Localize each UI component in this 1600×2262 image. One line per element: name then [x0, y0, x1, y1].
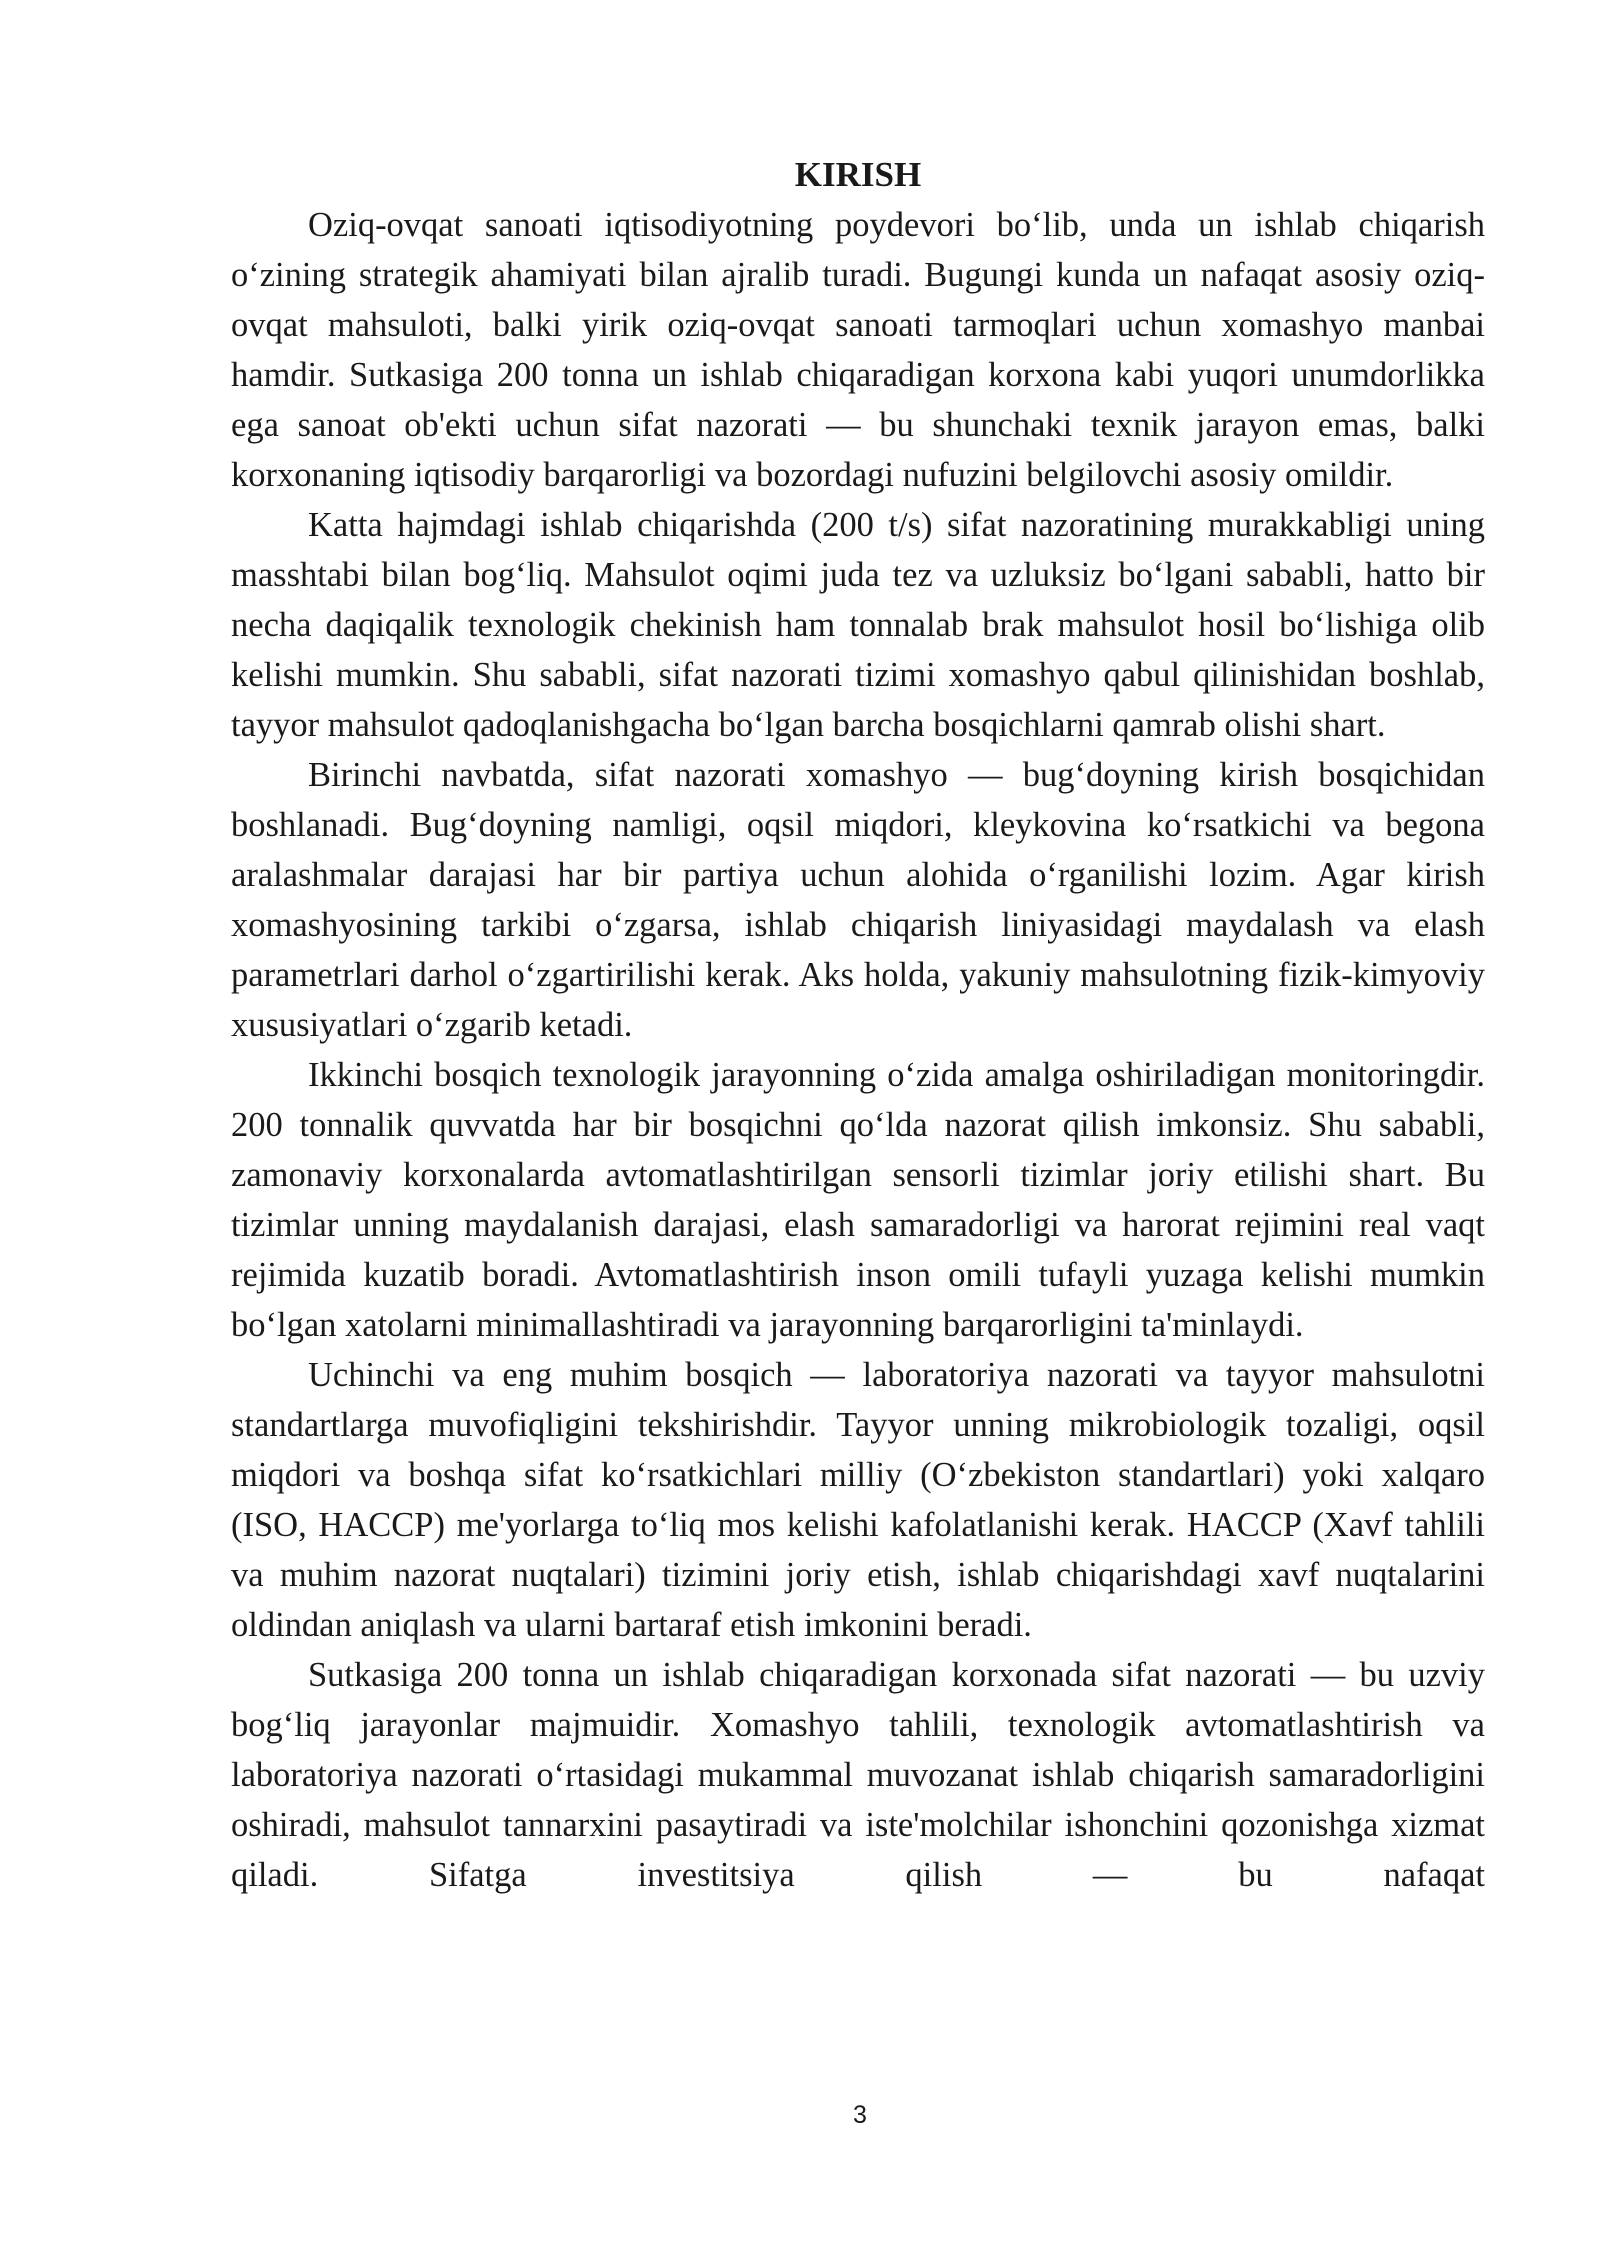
paragraph-1: Oziq-ovqat sanoati iqtisodiyotning poydevori bo‘lib, unda un ishlab chiqarish o‘zining strategik ahamiyati bilan ajralib turadi. Bugungi kunda un nafaqat asosiy oziq-ovqat mahsuloti, balki yirik oziq-ovqat sanoati tarmoqlari uchun xomashyo manbai hamdir. Sutkasiga 200 tonna un ishlab chiqaradigan korxona kabi yuqori unumdorlikka ega sanoat ob'ekti uchun sifat nazorati — bu shunchaki texnik jarayon emas, balki korxonaning iqtisodiy barqarorligi va bozordagi nufuzini belgilovchi asosiy omildir.	[231, 206, 1485, 494]
document-body	[231, 200, 1485, 1900]
paragraph-3: Birinchi navbatda, sifat nazorati xomashyo — bug‘doyning kirish bosqichidan boshlanadi. Bug‘doyning namligi, oqsil miqdori, kleykovina ko‘rsatkichi va begona aralashmalar darajasi har bir partiya uchun alohida o‘rganilishi lozim. Agar kirish xomashyosining tarkibi o‘zgarsa, ishlab chiqarish liniyasidagi maydalash va elash parametrlari darhol o‘zgartirilishi kerak. Aks holda, yakuniy mahsulotning fizik-kimyoviy xususiyatlari o‘zgarib ketadi.	[231, 756, 1485, 1044]
paragraph-5: Uchinchi va eng muhim bosqich — laboratoriya nazorati va tayyor mahsulotni standartlarga muvofiqligini tekshirishdir. Tayyor unning mikrobiologik tozaligi, oqsil miqdori va boshqa sifat ko‘rsatkichlari milliy (O‘zbekiston standartlari) yoki xalqaro (ISO, HACCP) me'yorlarga to‘liq mos kelishi kafolatlanishi kerak. HACCP (Xavf tahlili va muhim nazorat nuqtalari) tizimini joriy etish, ishlab chiqarishdagi xavf nuqtalarini oldindan aniqlash va ularni bartaraf etish imkonini beradi.	[231, 1356, 1485, 1644]
page-number: 3	[853, 2101, 867, 2129]
paragraph-6: Sutkasiga 200 tonna un ishlab chiqaradigan korxonada sifat nazorati — bu uzviy bog‘liq jarayonlar majmuidir. Xomashyo tahlili, texnologik avtomatlashtirish va laboratoriya nazorati o‘rtasidagi mukammal muvozanat ishlab chiqarish samaradorligini oshiradi, mahsulot tannarxini pasaytiradi va iste'molchilar ishonchini qozonishga xizmat qiladi. Sifatga investitsiya qilish — bu nafaqat	[231, 1656, 1485, 1894]
paragraph-4: Ikkinchi bosqich texnologik jarayonning o‘zida amalga oshiriladigan monitoringdir. 200 tonnalik quvvatda har bir bosqichni qo‘lda nazorat qilish imkonsiz. Shu sababli, zamonaviy korxonalarda avtomatlashtirilgan sensorli tizimlar joriy etilishi shart. Bu tizimlar unning maydalanish darajasi, elash samaradorligi va harorat rejimini real vaqt rejimida kuzatib boradi. Avtomatlashtirish inson omili tufayli yuzaga kelishi mumkin bo‘lgan xatolarni minimallashtiradi va jarayonning barqarorligini ta'minlaydi.	[231, 1056, 1485, 1344]
paragraph-2: Katta hajmdagi ishlab chiqarishda (200 t/s) sifat nazoratining murakkabligi uning masshtabi bilan bog‘liq. Mahsulot oqimi juda tez va uzluksiz bo‘lgani sababli, hatto bir necha daqiqalik texnologik chekinish ham tonnalab brak mahsulot hosil bo‘lishiga olib kelishi mumkin. Shu sababli, sifat nazorati tizimi xomashyo qabul qilinishidan boshlab, tayyor mahsulot qadoqlanishgacha bo‘lgan barcha bosqichlarni qamrab olishi shart.	[231, 506, 1485, 744]
page-title: KIRISH	[794, 155, 922, 194]
